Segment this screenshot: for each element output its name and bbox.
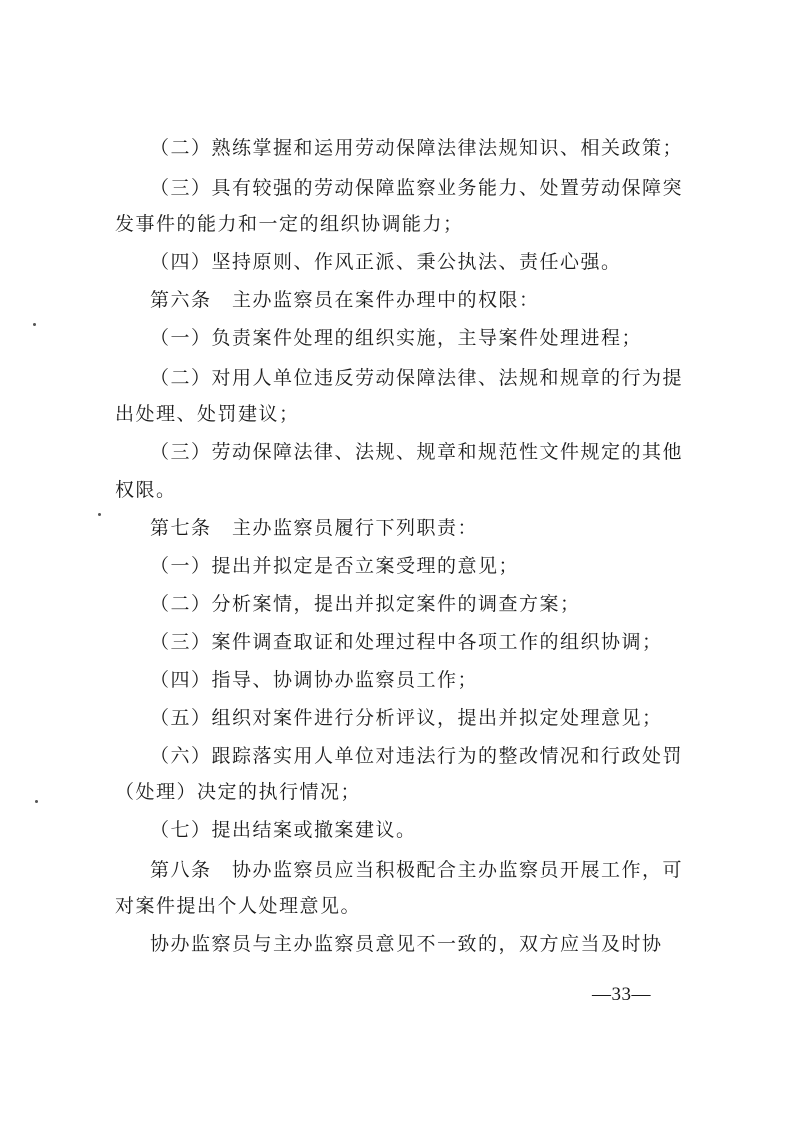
scan-speck xyxy=(35,800,38,803)
text-line: 权限。 xyxy=(115,479,177,501)
text-line: （一）负责案件处理的组织实施，主导案件处理进程； xyxy=(150,327,643,349)
text-line: （五）组织对案件进行分析评议，提出并拟定处理意见； xyxy=(150,707,663,729)
text-line: （处理）决定的执行情况； xyxy=(115,781,362,803)
text-line: （三）案件调查取证和处理过程中各项工作的组织协调； xyxy=(150,631,663,653)
scan-speck xyxy=(98,513,101,516)
text-line: （六）跟踪落实用人单位对违法行为的整改情况和行政处罚 xyxy=(150,745,684,767)
article-heading: 第七条 主办监察员履行下列职责： xyxy=(150,517,479,539)
text-line: 对案件提出个人处理意见。 xyxy=(115,895,362,917)
text-line: 协办监察员与主办监察员意见不一致的，双方应当及时协 xyxy=(150,933,663,955)
text-line: （二）熟练掌握和运用劳动保障法律法规知识、相关政策； xyxy=(150,137,684,159)
text-line: （二）分析案情，提出并拟定案件的调查方案； xyxy=(150,593,581,615)
text-line: （七）提出结案或撤案建议。 xyxy=(150,819,417,841)
text-line: （三）具有较强的劳动保障监察业务能力、处置劳动保障突 xyxy=(150,177,684,199)
text-line: （二）对用人单位违反劳动保障法律、法规和规章的行为提 xyxy=(150,367,684,389)
text-line: 出处理、处罚建议； xyxy=(115,403,300,425)
text-line: （三）劳动保障法律、法规、规章和规范性文件规定的其他 xyxy=(150,441,684,463)
text-line: 发事件的能力和一定的组织协调能力； xyxy=(115,213,464,235)
article-heading: 第六条 主办监察员在案件办理中的权限： xyxy=(150,289,540,311)
text-line: （四）指导、协调协办监察员工作； xyxy=(150,669,479,691)
page-number: —33— xyxy=(592,984,651,1005)
scan-speck xyxy=(33,323,36,326)
text-line: （四）坚持原则、作风正派、秉公执法、责任心强。 xyxy=(150,251,622,273)
text-line: （一）提出并拟定是否立案受理的意见； xyxy=(150,555,520,577)
article-heading: 第八条 协办监察员应当积极配合主办监察员开展工作，可 xyxy=(150,859,684,881)
